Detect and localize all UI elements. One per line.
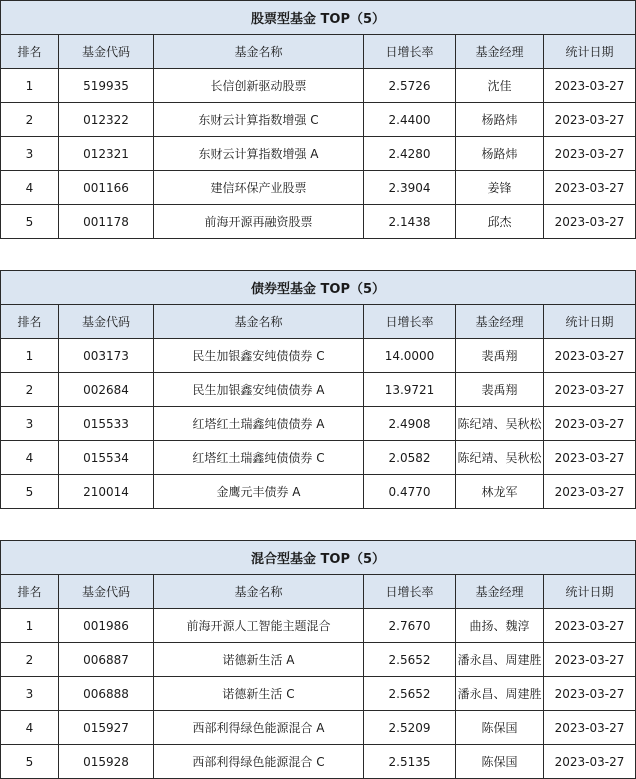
manager-cell: 陈纪靖、吴秋松 [456,407,544,441]
date-cell: 2023-03-27 [544,205,636,239]
col-manager-header: 基金经理 [456,305,544,339]
table-title: 债券型基金 TOP（5） [1,271,636,305]
code-cell: 006887 [59,643,154,677]
table-row [1,475,636,509]
name-cell: 民生加银鑫安纯债债券 C [154,339,364,373]
growth-cell: 2.5726 [364,69,456,103]
date-cell: 2023-03-27 [544,609,636,643]
date-cell: 2023-03-27 [544,441,636,475]
name-cell: 建信环保产业股票 [154,171,364,205]
manager-cell: 陈保国 [456,711,544,745]
growth-cell: 2.5209 [364,711,456,745]
col-date-header: 统计日期 [544,575,636,609]
table-title: 混合型基金 TOP（5） [1,541,636,575]
date-cell: 2023-03-27 [544,643,636,677]
col-name-header: 基金名称 [154,575,364,609]
col-manager-header: 基金经理 [456,35,544,69]
code-cell: 002684 [59,373,154,407]
rank-cell: 5 [1,475,59,509]
header-row [1,575,636,609]
col-code-header: 基金代码 [59,305,154,339]
name-cell: 红塔红土瑞鑫纯债债券 A [154,407,364,441]
table-row [1,745,636,779]
manager-cell: 邱杰 [456,205,544,239]
date-cell: 2023-03-27 [544,711,636,745]
stock-fund-table [0,0,636,239]
name-cell: 诺德新生活 C [154,677,364,711]
col-rank-header: 排名 [1,35,59,69]
manager-cell: 潘永昌、周建胜 [456,677,544,711]
date-cell: 2023-03-27 [544,171,636,205]
name-cell: 西部利得绿色能源混合 C [154,745,364,779]
manager-cell: 曲扬、魏淳 [456,609,544,643]
code-cell: 015927 [59,711,154,745]
date-cell: 2023-03-27 [544,745,636,779]
rank-cell: 1 [1,339,59,373]
table-row [1,137,636,171]
table-row [1,407,636,441]
col-rank-header: 排名 [1,575,59,609]
name-cell: 前海开源人工智能主题混合 [154,609,364,643]
rank-cell: 4 [1,441,59,475]
growth-cell: 2.4280 [364,137,456,171]
code-cell: 001178 [59,205,154,239]
code-cell: 012322 [59,103,154,137]
table-row [1,205,636,239]
manager-cell: 沈佳 [456,69,544,103]
code-cell: 015533 [59,407,154,441]
growth-cell: 0.4770 [364,475,456,509]
name-cell: 东财云计算指数增强 C [154,103,364,137]
code-cell: 015928 [59,745,154,779]
name-cell: 民生加银鑫安纯债债券 A [154,373,364,407]
date-cell: 2023-03-27 [544,103,636,137]
col-code-header: 基金代码 [59,575,154,609]
hybrid-fund-table [0,540,636,779]
manager-cell: 杨路炜 [456,103,544,137]
table-row [1,69,636,103]
table-row [1,103,636,137]
col-growth-header: 日增长率 [364,575,456,609]
growth-cell: 2.0582 [364,441,456,475]
table-row [1,373,636,407]
manager-cell: 裴禹翔 [456,373,544,407]
col-date-header: 统计日期 [544,35,636,69]
date-cell: 2023-03-27 [544,137,636,171]
growth-cell: 2.5652 [364,643,456,677]
code-cell: 003173 [59,339,154,373]
rank-cell: 3 [1,137,59,171]
growth-cell: 13.9721 [364,373,456,407]
table-title: 股票型基金 TOP（5） [1,1,636,35]
name-cell: 西部利得绿色能源混合 A [154,711,364,745]
code-cell: 210014 [59,475,154,509]
rank-cell: 3 [1,677,59,711]
code-cell: 006888 [59,677,154,711]
rank-cell: 5 [1,745,59,779]
code-cell: 001986 [59,609,154,643]
col-growth-header: 日增长率 [364,35,456,69]
growth-cell: 2.1438 [364,205,456,239]
table-row [1,339,636,373]
table-row [1,609,636,643]
growth-cell: 2.5135 [364,745,456,779]
growth-cell: 2.3904 [364,171,456,205]
col-name-header: 基金名称 [154,305,364,339]
growth-cell: 14.0000 [364,339,456,373]
rank-cell: 4 [1,711,59,745]
header-row [1,35,636,69]
date-cell: 2023-03-27 [544,69,636,103]
col-manager-header: 基金经理 [456,575,544,609]
rank-cell: 3 [1,407,59,441]
code-cell: 012321 [59,137,154,171]
code-cell: 015534 [59,441,154,475]
header-row [1,305,636,339]
date-cell: 2023-03-27 [544,407,636,441]
growth-cell: 2.7670 [364,609,456,643]
growth-cell: 2.5652 [364,677,456,711]
rank-cell: 2 [1,643,59,677]
col-code-header: 基金代码 [59,35,154,69]
name-cell: 诺德新生活 A [154,643,364,677]
rank-cell: 2 [1,103,59,137]
code-cell: 001166 [59,171,154,205]
table-row [1,677,636,711]
col-name-header: 基金名称 [154,35,364,69]
date-cell: 2023-03-27 [544,475,636,509]
date-cell: 2023-03-27 [544,677,636,711]
name-cell: 前海开源再融资股票 [154,205,364,239]
date-cell: 2023-03-27 [544,339,636,373]
table-row [1,643,636,677]
col-growth-header: 日增长率 [364,305,456,339]
table-row [1,711,636,745]
table-row [1,441,636,475]
rank-cell: 1 [1,609,59,643]
rank-cell: 4 [1,171,59,205]
manager-cell: 潘永昌、周建胜 [456,643,544,677]
name-cell: 金鹰元丰债券 A [154,475,364,509]
growth-cell: 2.4400 [364,103,456,137]
table-row [1,171,636,205]
rank-cell: 5 [1,205,59,239]
date-cell: 2023-03-27 [544,373,636,407]
rank-cell: 2 [1,373,59,407]
manager-cell: 杨路炜 [456,137,544,171]
manager-cell: 陈纪靖、吴秋松 [456,441,544,475]
name-cell: 东财云计算指数增强 A [154,137,364,171]
rank-cell: 1 [1,69,59,103]
code-cell: 519935 [59,69,154,103]
name-cell: 红塔红土瑞鑫纯债债券 C [154,441,364,475]
manager-cell: 裴禹翔 [456,339,544,373]
manager-cell: 姜锋 [456,171,544,205]
col-rank-header: 排名 [1,305,59,339]
manager-cell: 林龙军 [456,475,544,509]
name-cell: 长信创新驱动股票 [154,69,364,103]
manager-cell: 陈保国 [456,745,544,779]
growth-cell: 2.4908 [364,407,456,441]
col-date-header: 统计日期 [544,305,636,339]
bond-fund-table [0,270,636,509]
